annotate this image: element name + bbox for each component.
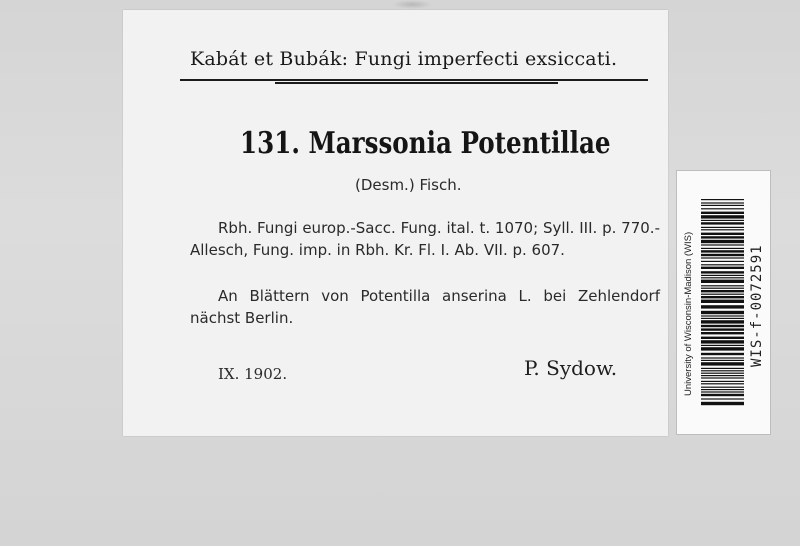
barcode-bar	[701, 387, 744, 388]
barcode-bar	[701, 220, 744, 221]
habitat-locality	[190, 285, 660, 329]
literature-references	[190, 217, 660, 261]
barcode-bar	[701, 373, 744, 374]
barcode-bar	[701, 337, 744, 339]
barcode-bar	[701, 215, 744, 218]
barcode-bar	[701, 340, 744, 343]
barcode-bar	[701, 248, 744, 249]
barcode-bars	[701, 199, 744, 405]
barcode-bar	[701, 345, 744, 346]
barcode-bar	[701, 285, 744, 286]
barcode-bar	[701, 402, 744, 405]
barcode-bar	[701, 233, 744, 235]
barcode-bar	[701, 271, 744, 273]
barcode-bar	[701, 240, 744, 243]
barcode-bar	[701, 257, 744, 258]
collection-date: IX. 1902.	[218, 365, 288, 383]
series-title: Kabát et Bubák: Fungi imperfecti exsiccati.	[190, 48, 618, 70]
barcode-bar	[701, 381, 744, 382]
barcode-bar	[701, 375, 744, 376]
barcode-bar	[701, 347, 744, 350]
barcode-bar	[701, 199, 744, 200]
barcode-bar	[701, 377, 744, 378]
barcode-bar	[701, 275, 744, 276]
barcode-bar	[701, 300, 744, 303]
barcode-bar	[701, 277, 744, 278]
barcode-bar	[701, 264, 744, 265]
barcode-bar	[701, 205, 744, 206]
barcode-bar	[701, 370, 744, 371]
specimen-title: 131. Marssonia Potentillae	[240, 126, 611, 161]
barcode-bar	[701, 357, 744, 358]
barcode-number: WIS-f-0072591	[749, 244, 765, 367]
taxon-authority: (Desm.) Fisch.	[355, 176, 462, 194]
barcode-bar	[701, 222, 744, 224]
barcode-graphic	[677, 171, 772, 436]
barcode-bar	[701, 229, 744, 230]
barcode-bar	[701, 391, 744, 392]
barcode-bar	[701, 398, 744, 399]
references-text: Rbh. Fungi europ.-Sacc. Fung. ital. t. 1070; Syll. III. p. 770.-Allesch, Fung. imp. in Rbh. Kr. Fl. I. Ab. VII. p. 607.	[190, 219, 660, 259]
barcode-bar	[701, 261, 744, 262]
barcode-bar	[701, 383, 744, 384]
barcode-bar	[701, 254, 744, 256]
barcode-bar	[701, 227, 744, 228]
barcode-bar	[701, 267, 744, 269]
barcode-bar	[701, 288, 744, 289]
barcode-bar	[701, 353, 744, 355]
barcode-bar	[701, 325, 744, 327]
barcode-bar	[701, 290, 744, 292]
paper-smudge	[392, 0, 432, 9]
barcode-bar	[701, 394, 744, 396]
barcode-bar	[701, 305, 744, 308]
barcode-bar	[701, 315, 744, 316]
barcode-bar	[701, 202, 744, 203]
barcode-bar	[701, 332, 744, 334]
barcode-bar	[701, 320, 744, 323]
barcode-bar	[701, 294, 744, 295]
barcode-bar	[701, 280, 744, 283]
barcode-bar	[701, 208, 744, 209]
barcode-bar	[701, 318, 744, 319]
barcode-label	[676, 170, 771, 435]
habitat-text: An Blättern von Potentilla anserina L. bei Zehlendorf nächst Berlin.	[190, 287, 660, 327]
barcode-bar	[701, 244, 744, 245]
header-rule-bottom	[275, 82, 558, 84]
barcode-bar	[701, 250, 744, 252]
barcode-institution: University of Wisconsin-Madison (WIS)	[683, 231, 694, 396]
barcode-bar	[701, 328, 744, 330]
barcode-bar	[701, 360, 744, 361]
barcode-bar	[701, 236, 744, 238]
barcode-bar	[701, 311, 744, 314]
barcode-bar	[701, 389, 744, 390]
barcode-bar	[701, 368, 744, 369]
barcode-bar	[701, 362, 744, 365]
barcode-bar	[701, 296, 744, 298]
collector-name: P. Sydow.	[524, 356, 618, 380]
header-rule-top	[180, 79, 648, 81]
barcode-bar	[701, 212, 744, 214]
